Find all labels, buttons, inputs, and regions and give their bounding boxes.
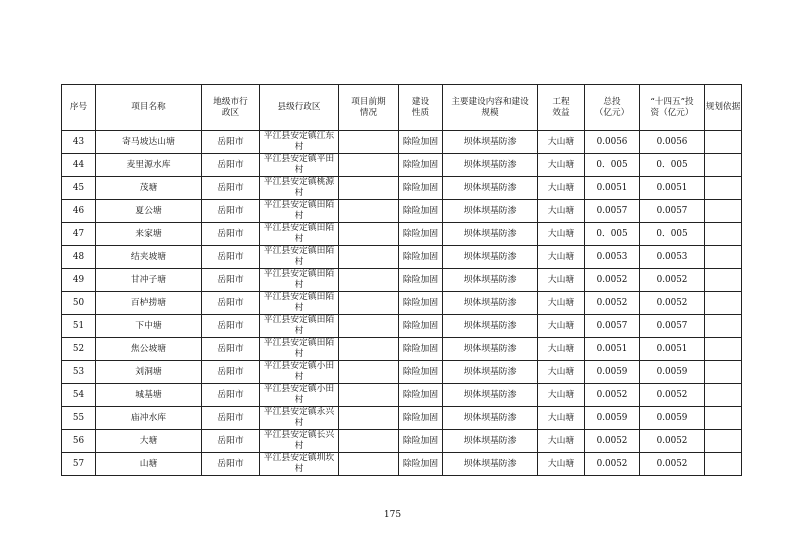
cell-total-investment: 0.0059 (585, 407, 640, 430)
cell-nature: 除险加固 (399, 361, 443, 384)
cell-project-name: 焦公坡塘 (96, 338, 202, 361)
table-row (62, 407, 742, 430)
cell-benefit: 大山塘 (538, 269, 585, 292)
cell-basis (705, 177, 742, 200)
cell-no: 43 (62, 131, 96, 154)
cell-city: 岳阳市 (202, 292, 260, 315)
cell-content: 坝体坝基防渗 (443, 223, 538, 246)
cell-no: 50 (62, 292, 96, 315)
table-body (62, 131, 742, 476)
cell-total-investment: 0．005 (585, 154, 640, 177)
cell-project-name: 百栌捞塘 (96, 292, 202, 315)
cell-city: 岳阳市 (202, 223, 260, 246)
header-line: 序号 (69, 102, 88, 112)
cell-county: 平江县安定镇平田村 (260, 154, 339, 177)
cell-no: 45 (62, 177, 96, 200)
cell-county: 平江县安定镇田陌村 (260, 246, 339, 269)
cell-prelim (339, 131, 399, 154)
header-no (62, 85, 96, 131)
cell-prelim (339, 384, 399, 407)
cell-plan-investment: 0.0052 (640, 384, 705, 407)
table-row (62, 200, 742, 223)
header-line: “十四五”投 (650, 96, 694, 107)
cell-plan-investment: 0．005 (640, 223, 705, 246)
cell-content: 坝体坝基防渗 (443, 361, 538, 384)
cell-basis (705, 361, 742, 384)
cell-content: 坝体坝基防渗 (443, 292, 538, 315)
cell-total-investment: 0.0051 (585, 338, 640, 361)
cell-city: 岳阳市 (202, 338, 260, 361)
cell-no: 56 (62, 430, 96, 453)
cell-plan-investment: 0.0059 (640, 361, 705, 384)
header-line: 主要建设内容和建设 (451, 96, 529, 107)
cell-nature: 除险加固 (399, 338, 443, 361)
cell-benefit: 大山塘 (538, 338, 585, 361)
header-line: 项目名称 (131, 102, 166, 112)
cell-benefit: 大山塘 (538, 315, 585, 338)
cell-benefit: 大山塘 (538, 246, 585, 269)
header-name (96, 85, 202, 131)
page-number: 175 (383, 510, 402, 520)
project-table (61, 84, 742, 476)
cell-plan-investment: 0.0057 (640, 315, 705, 338)
cell-county: 平江县安定镇小田村 (260, 384, 339, 407)
cell-nature: 除险加固 (399, 200, 443, 223)
cell-benefit: 大山塘 (538, 292, 585, 315)
cell-total-investment: 0.0053 (585, 246, 640, 269)
cell-city: 岳阳市 (202, 200, 260, 223)
cell-content: 坝体坝基防渗 (443, 453, 538, 476)
cell-no: 53 (62, 361, 96, 384)
cell-project-name: 甘冲子塘 (96, 269, 202, 292)
header-line: 地级市行 (213, 96, 248, 107)
cell-no: 46 (62, 200, 96, 223)
cell-total-investment: 0.0052 (585, 430, 640, 453)
cell-project-name: 下中塘 (96, 315, 202, 338)
cell-nature: 除险加固 (399, 292, 443, 315)
cell-benefit: 大山塘 (538, 384, 585, 407)
cell-city: 岳阳市 (202, 384, 260, 407)
header-basis (705, 85, 742, 131)
cell-city: 岳阳市 (202, 361, 260, 384)
header-plan (640, 85, 705, 131)
cell-nature: 除险加固 (399, 407, 443, 430)
cell-basis (705, 292, 742, 315)
cell-nature: 除险加固 (399, 246, 443, 269)
header-nature (399, 85, 443, 131)
cell-plan-investment: 0.0052 (640, 430, 705, 453)
cell-no: 49 (62, 269, 96, 292)
cell-project-name: 结夹坡塘 (96, 246, 202, 269)
cell-county: 平江县安定镇田陌村 (260, 269, 339, 292)
cell-county: 平江县安定镇田陌村 (260, 292, 339, 315)
cell-county: 平江县安定镇江东村 (260, 131, 339, 154)
cell-nature: 除险加固 (399, 131, 443, 154)
header-line: 工程 (552, 96, 570, 107)
cell-city: 岳阳市 (202, 453, 260, 476)
cell-nature: 除险加固 (399, 269, 443, 292)
table-row (62, 223, 742, 246)
cell-no: 52 (62, 338, 96, 361)
cell-no: 48 (62, 246, 96, 269)
header-content (443, 85, 538, 131)
cell-prelim (339, 223, 399, 246)
cell-content: 坝体坝基防渗 (443, 407, 538, 430)
cell-basis (705, 315, 742, 338)
header-line: 情况 (359, 107, 378, 118)
cell-county: 平江县安定镇田陌村 (260, 315, 339, 338)
cell-plan-investment: 0．005 (640, 154, 705, 177)
cell-basis (705, 131, 742, 154)
cell-prelim (339, 453, 399, 476)
header-prelim (339, 85, 399, 131)
cell-project-name: 山塘 (96, 453, 202, 476)
cell-nature: 除险加固 (399, 430, 443, 453)
cell-county: 平江县安定镇田陌村 (260, 200, 339, 223)
cell-content: 坝体坝基防渗 (443, 177, 538, 200)
cell-prelim (339, 407, 399, 430)
cell-content: 坝体坝基防渗 (443, 131, 538, 154)
cell-total-investment: 0.0057 (585, 315, 640, 338)
header-line: 建设 (411, 96, 430, 107)
cell-county: 平江县安定镇永兴村 (260, 407, 339, 430)
cell-nature: 除险加固 (399, 223, 443, 246)
cell-total-investment: 0.0059 (585, 361, 640, 384)
cell-no: 55 (62, 407, 96, 430)
cell-prelim (339, 292, 399, 315)
cell-content: 坝体坝基防渗 (443, 338, 538, 361)
cell-project-name: 来家塘 (96, 223, 202, 246)
header-line: 总投 (603, 96, 621, 107)
cell-no: 47 (62, 223, 96, 246)
table-row (62, 338, 742, 361)
cell-total-investment: 0.0052 (585, 269, 640, 292)
cell-project-name: 刘洞塘 (96, 361, 202, 384)
cell-prelim (339, 269, 399, 292)
cell-project-name: 夏公塘 (96, 200, 202, 223)
cell-basis (705, 200, 742, 223)
cell-county: 平江县安定镇长兴村 (260, 430, 339, 453)
header-line: 县级行政区 (277, 102, 321, 112)
cell-plan-investment: 0.0052 (640, 292, 705, 315)
cell-no: 57 (62, 453, 96, 476)
cell-prelim (339, 200, 399, 223)
cell-total-investment: 0.0052 (585, 292, 640, 315)
cell-plan-investment: 0.0051 (640, 177, 705, 200)
cell-nature: 除险加固 (399, 177, 443, 200)
table-row (62, 453, 742, 476)
cell-prelim (339, 361, 399, 384)
table-row (62, 361, 742, 384)
cell-prelim (339, 430, 399, 453)
cell-city: 岳阳市 (202, 269, 260, 292)
cell-total-investment: 0.0052 (585, 453, 640, 476)
cell-project-name: 茂塘 (96, 177, 202, 200)
header-city (202, 85, 260, 131)
cell-basis (705, 384, 742, 407)
table-row (62, 131, 742, 154)
cell-total-investment: 0．005 (585, 223, 640, 246)
cell-plan-investment: 0.0051 (640, 338, 705, 361)
cell-project-name: 庙冲水库 (96, 407, 202, 430)
cell-basis (705, 269, 742, 292)
cell-benefit: 大山塘 (538, 407, 585, 430)
cell-total-investment: 0.0051 (585, 177, 640, 200)
table-row (62, 154, 742, 177)
cell-content: 坝体坝基防渗 (443, 269, 538, 292)
table-header-row (62, 85, 742, 131)
cell-prelim (339, 338, 399, 361)
cell-county: 平江县安定镇田陌村 (260, 223, 339, 246)
cell-total-investment: 0.0052 (585, 384, 640, 407)
cell-nature: 除险加固 (399, 453, 443, 476)
header-line: （亿元） (594, 107, 630, 118)
cell-plan-investment: 0.0053 (640, 246, 705, 269)
cell-benefit: 大山塘 (538, 131, 585, 154)
cell-prelim (339, 154, 399, 177)
table-row (62, 269, 742, 292)
cell-no: 54 (62, 384, 96, 407)
cell-city: 岳阳市 (202, 246, 260, 269)
cell-plan-investment: 0.0059 (640, 407, 705, 430)
cell-city: 岳阳市 (202, 131, 260, 154)
table-row (62, 246, 742, 269)
header-county (260, 85, 339, 131)
cell-content: 坝体坝基防渗 (443, 315, 538, 338)
cell-plan-investment: 0.0057 (640, 200, 705, 223)
cell-benefit: 大山塘 (538, 200, 585, 223)
cell-project-name: 城基塘 (96, 384, 202, 407)
header-line: 项目前期 (351, 96, 386, 107)
cell-content: 坝体坝基防渗 (443, 430, 538, 453)
cell-content: 坝体坝基防渗 (443, 154, 538, 177)
header-line: 资（亿元） (650, 107, 694, 118)
table-row (62, 430, 742, 453)
cell-basis (705, 223, 742, 246)
header-line: 规划依据 (705, 102, 741, 112)
cell-city: 岳阳市 (202, 430, 260, 453)
cell-plan-investment: 0.0052 (640, 453, 705, 476)
cell-city: 岳阳市 (202, 407, 260, 430)
cell-county: 平江县安定镇圳坎村 (260, 453, 339, 476)
cell-city: 岳阳市 (202, 177, 260, 200)
cell-benefit: 大山塘 (538, 154, 585, 177)
cell-city: 岳阳市 (202, 154, 260, 177)
cell-benefit: 大山塘 (538, 361, 585, 384)
cell-content: 坝体坝基防渗 (443, 200, 538, 223)
cell-project-name: 麦里源水库 (96, 154, 202, 177)
cell-prelim (339, 177, 399, 200)
cell-basis (705, 407, 742, 430)
cell-content: 坝体坝基防渗 (443, 384, 538, 407)
header-total (585, 85, 640, 131)
cell-basis (705, 430, 742, 453)
cell-basis (705, 154, 742, 177)
cell-basis (705, 453, 742, 476)
cell-plan-investment: 0.0056 (640, 131, 705, 154)
cell-benefit: 大山塘 (538, 453, 585, 476)
cell-county: 平江县安定镇小田村 (260, 361, 339, 384)
cell-county: 平江县安定镇桃源村 (260, 177, 339, 200)
cell-nature: 除险加固 (399, 384, 443, 407)
cell-benefit: 大山塘 (538, 223, 585, 246)
cell-nature: 除险加固 (399, 315, 443, 338)
header-line: 政区 (221, 107, 240, 118)
header-benefit (538, 85, 585, 131)
cell-project-name: 寄马坡达山塘 (96, 131, 202, 154)
cell-nature: 除险加固 (399, 154, 443, 177)
table-row (62, 384, 742, 407)
header-line: 规模 (481, 107, 499, 118)
cell-basis (705, 246, 742, 269)
table-row (62, 315, 742, 338)
header-line: 效益 (552, 107, 570, 118)
table-row (62, 292, 742, 315)
cell-benefit: 大山塘 (538, 177, 585, 200)
cell-prelim (339, 315, 399, 338)
cell-county: 平江县安定镇田陌村 (260, 338, 339, 361)
cell-total-investment: 0.0057 (585, 200, 640, 223)
cell-prelim (339, 246, 399, 269)
header-line: 性质 (411, 107, 430, 118)
table-row (62, 177, 742, 200)
cell-content: 坝体坝基防渗 (443, 246, 538, 269)
cell-total-investment: 0.0056 (585, 131, 640, 154)
cell-benefit: 大山塘 (538, 430, 585, 453)
cell-basis (705, 338, 742, 361)
cell-project-name: 大塘 (96, 430, 202, 453)
cell-plan-investment: 0.0052 (640, 269, 705, 292)
cell-city: 岳阳市 (202, 315, 260, 338)
cell-no: 44 (62, 154, 96, 177)
cell-no: 51 (62, 315, 96, 338)
